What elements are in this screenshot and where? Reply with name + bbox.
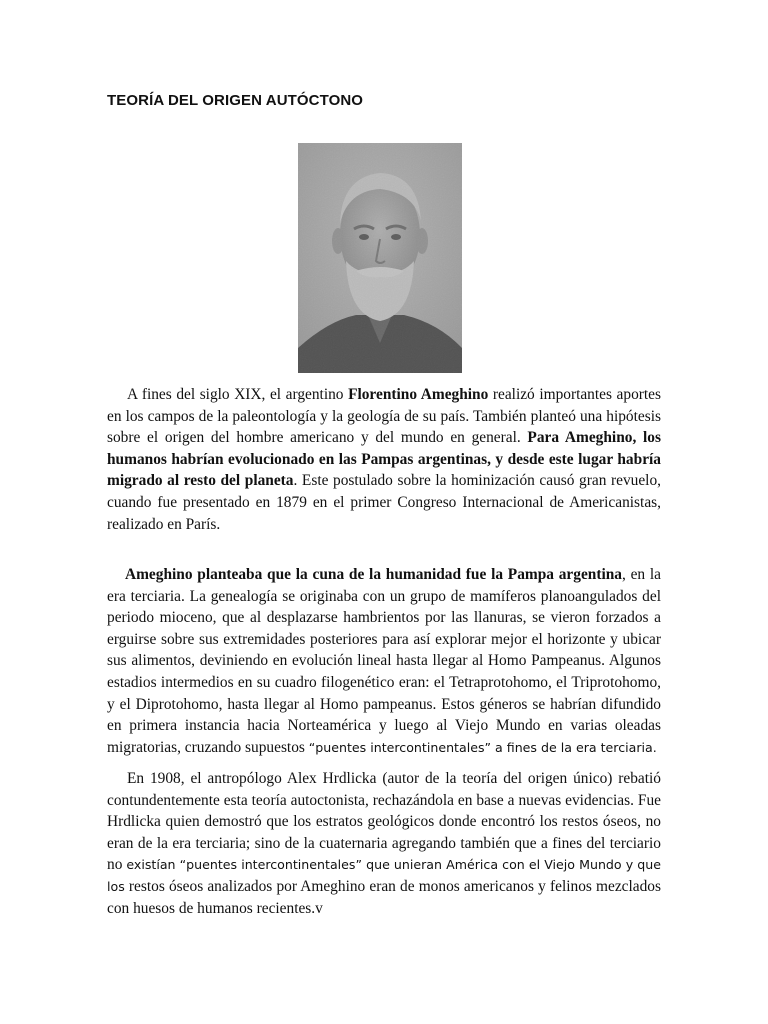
p2-text-b: , en la era terciaria. La genealogía se originaba con un grupo de mamíferos planoangulados del periodo mioceno, que al desplazarse hambrientos por las llanuras, se vieron forzados a erguirse sobre sus extremidades posteriores para así explorar mejor el horizonte y ubicar sus alimentos, deviniendo en evolución lineal hasta llegar al Homo Pampeanus. Algunos estadios intermedios en su cuadro filogenético eran: el Tetraprotohomo, el Triprotohomo, y el Diprotohomo, hasta llegar al Homo pampeanus. Estos géneros se habrían difundido en primera instancia hacia Norteamérica y luego al Viejo Mundo en varias oleadas migratorias, cruzando supuestos [107,566,661,756]
p2-bold-thesis: Ameghino planteaba que la cuna de la humanidad fue la Pampa argentina [125,566,622,583]
paragraph-pampa-theory [107,564,661,758]
portrait-photo-icon [298,143,462,373]
p3-text-c: restos óseos analizados por Ameghino eran de monos americanos y felinos mezclados con huesos de humanos recientes.v [107,877,661,917]
paragraph-ameghino-intro [107,384,661,535]
p1-text-a: A fines del siglo XIX, el argentino [127,386,349,403]
p1-bold-thesis: Para Ameghino, los humanos habrían evolucionado en las Pampas argentinas, y desde este lugar habría migrado al resto del planeta [107,429,661,490]
document-title: TEORÍA DEL ORIGEN AUTÓCTONO [107,92,364,109]
p3-text-a: En 1908, el antropólogo Alex Hrdlicka (autor de la teoría del origen único) rebatió contundentemente esta teoría autoctonista, rechazándola en base a nuevas evidencias. Fue Hrdlicka quien demostró que los estratos geológicos donde encontró los restos óseos, no eran de la era terciaria; sino de la cuaternaria agregando también que a fines del terciario no [107,770,661,874]
p1-text-e: . Este postulado sobre la hominización causó gran revuelo, cuando fue presentado en 1879 en el primer Congreso Internacional de Americanistas, realizado en París. [107,472,661,533]
p1-bold-name: Florentino Ameghino [348,386,489,403]
p3-text-b: existían “puentes intercontinentales” que unieran América con el Viejo Mundo y que los [107,857,661,894]
paragraph-hrdlicka-rebuttal [107,768,661,919]
p2-text-c: “puentes intercontinentales” a fines de la era terciaria. [308,739,657,755]
p1-text-c: realizó importantes aportes en los campos de la paleontología y la geología de su país. También planteó una hipótesis sobre el origen del hombre americano y del mundo en general. [107,386,661,447]
